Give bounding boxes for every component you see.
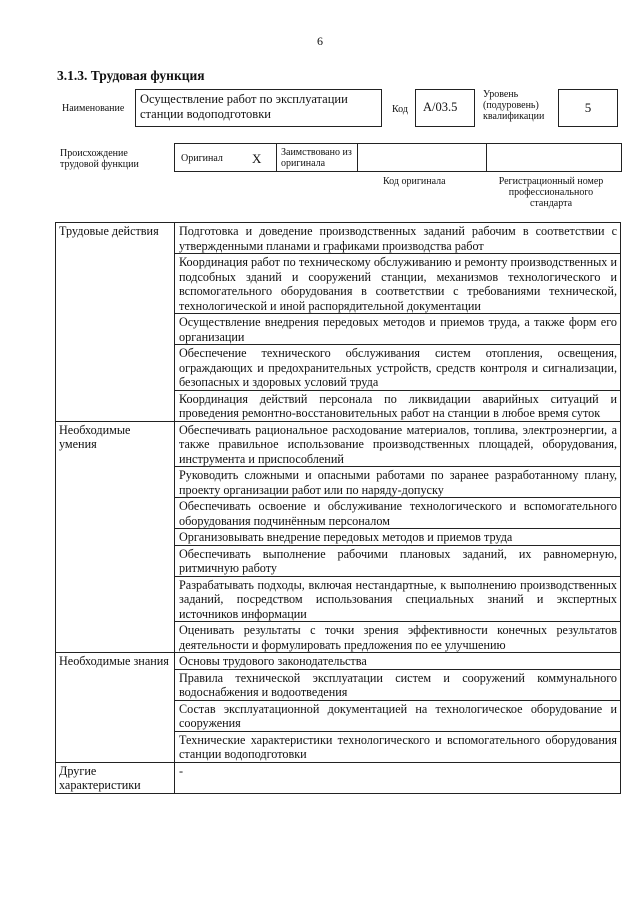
section-label: Трудовые действия (56, 223, 175, 422)
registration-number-cell (486, 143, 622, 172)
name-label: Наименование (62, 103, 125, 114)
section-item: Основы трудового законодательства (175, 653, 621, 670)
table-row (56, 653, 621, 670)
table-row (56, 762, 621, 793)
section-item: Координация действий персонала по ликвидации аварийных ситуаций и проведения ремонтно-восстановительных работ на станции в любое время суток (175, 390, 621, 421)
section-item: Организовывать внедрение передовых методов и приемов труда (175, 529, 621, 546)
section-item: Обеспечение технического обслуживания систем отопления, освещения, ограждающих и предохранительных устройств, средств контроля и сигнализации, безопасных и здоровых условий труда (175, 345, 621, 391)
section-item: Состав эксплуатационной документацией на технологическое оборудование и сооружения (175, 700, 621, 731)
table-row (56, 421, 621, 467)
registration-caption: Регистрационный номер профессионального стандарта (498, 176, 604, 209)
original-label: Оригинал (181, 153, 223, 164)
section-item: Осуществление внедрения передовых методов и приемов труда, а также форм его организации (175, 314, 621, 345)
section-label: Необходимые знания (56, 653, 175, 763)
function-details-table (55, 222, 621, 794)
original-mark: X (252, 151, 262, 166)
level-label: Уровень (подуровень) квалификации (483, 89, 545, 122)
original-cell (174, 143, 277, 172)
section-item: - (175, 762, 621, 793)
borrowed-cell (276, 143, 358, 172)
level-field: 5 (558, 89, 618, 127)
section-item: Правила технической эксплуатации систем и сооружений коммунального водоснабжения и водоотведения (175, 669, 621, 700)
section-item: Руководить сложными и опасными работами по заранее разработанному плану, проекту организации работ или по наряду-допуску (175, 467, 621, 498)
page-number: 6 (317, 34, 323, 48)
section-item: Обеспечивать освоение и обслуживание технологического и вспомогательного оборудования подчинённым персоналом (175, 498, 621, 529)
borrowed-label: Заимствовано из оригинала (281, 147, 352, 169)
section-item: Технические характеристики технологического и вспомогательного оборудования станции водоподготовки (175, 731, 621, 762)
code-caption: Код оригинала (383, 176, 446, 187)
code-label: Код (392, 104, 408, 115)
section-item: Координация работ по техническому обслуживанию и ремонту производственных и подсобных зданий и сооружений станции, механизмов технологического и вспомогательного оборудования в соответствии с требованиями технической, технологической и иной распорядительной документации (175, 254, 621, 314)
section-item: Обеспечивать выполнение рабочими плановых заданий, их равномерную, ритмичную работу (175, 545, 621, 576)
function-name-field: Осуществление работ по эксплуатации станции водоподготовки (135, 89, 382, 127)
section-item: Обеспечивать рациональное расходование материалов, топлива, электроэнергии, а также правильное использование производственных площадей, оборудования, инструмента и приспособлений (175, 421, 621, 467)
section-label: Другие характеристики (56, 762, 175, 793)
section-title: 3.1.3. Трудовая функция (57, 68, 205, 83)
table-row (56, 223, 621, 254)
section-item: Разрабатывать подходы, включая нестандартные, к выполнению производственных заданий, посредством использования специальных знаний и экспертных источников информации (175, 576, 621, 622)
section-item: Подготовка и доведение производственных заданий рабочим в соответствии с утвержденными планами и графиками производства работ (175, 223, 621, 254)
code-field: А/03.5 (415, 89, 475, 127)
section-item: Оценивать результаты с точки зрения эффективности конечных результатов деятельности и формулировать предложения по ее улучшению (175, 622, 621, 653)
origin-label: Происхождение трудовой функции (60, 148, 139, 170)
original-code-cell (357, 143, 487, 172)
section-label: Необходимые умения (56, 421, 175, 653)
